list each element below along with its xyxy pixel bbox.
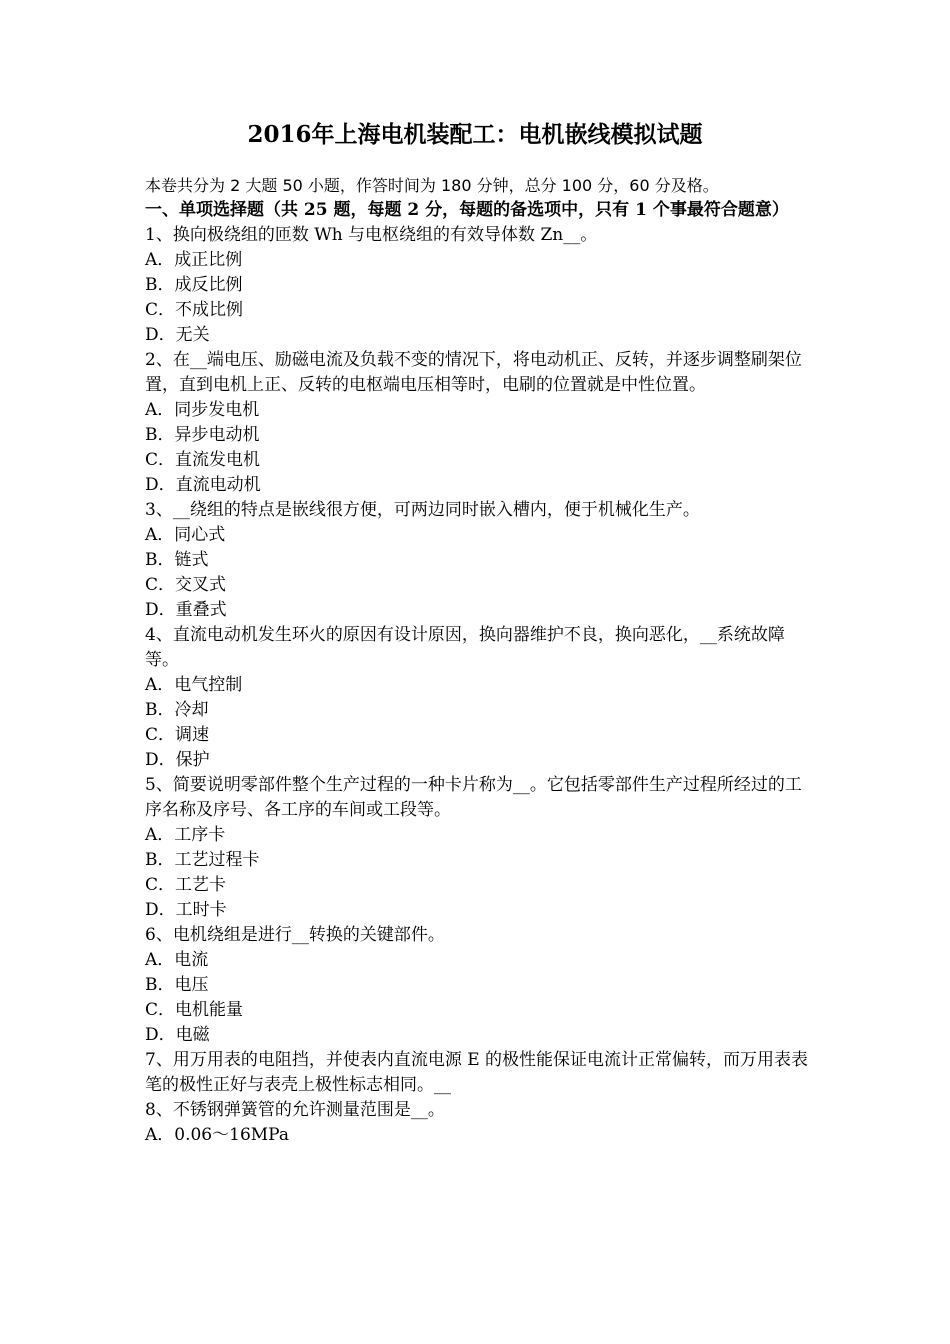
option-b: B．冷却: [145, 700, 209, 720]
option-c: C．调速: [145, 725, 210, 745]
question-text: 2、在__端电压、励磁电流及负载不变的情况下，将电动机正、反转，并逐步调整刷架位置，直到电机上正、反转的电枢端电压相等时，电刷的位置就是中性位置。: [145, 350, 802, 395]
option-d: D．工时卡: [145, 900, 227, 920]
question-text: 3、__绕组的特点是嵌线很方便，可两边同时嵌入槽内，便于机械化生产。: [145, 500, 700, 520]
option-d: D．电磁: [145, 1025, 210, 1045]
question-text: 7、用万用表的电阻挡，并使表内直流电源 E 的极性能保证电流计正常偏转，而万用表表笔的极性正好与表壳上极性标志相同。__: [145, 1050, 809, 1095]
exam-intro: 本卷共分为 2 大题 50 小题，作答时间为 180 分钟，总分 100 分，60 分及格。: [145, 176, 719, 195]
question-text: 5、简要说明零部件整个生产过程的一种卡片称为__。它包括零部件生产过程所经过的工序名称及序号、各工序的车间或工段等。: [145, 775, 802, 820]
option-b: B．链式: [145, 550, 209, 570]
question-text: 6、电机绕组是进行__转换的关键部件。: [145, 925, 445, 945]
option-d: D．无关: [145, 325, 210, 345]
document-body: [145, 173, 815, 1148]
question-5: [145, 773, 815, 923]
option-a: A．同步发电机: [145, 400, 260, 420]
option-d: D．保护: [145, 750, 210, 770]
question-text: 4、直流电动机发生环火的原因有设计原因，换向器维护不良，换向恶化，__系统故障等。: [145, 625, 785, 670]
option-c: C．直流发电机: [145, 450, 261, 470]
option-d: D．直流电动机: [145, 475, 261, 495]
option-c: C．工艺卡: [145, 875, 227, 895]
option-a: A．工序卡: [145, 825, 226, 845]
option-a: A．成正比例: [145, 250, 243, 270]
option-b: B．工艺过程卡: [145, 850, 260, 870]
question-6: [145, 923, 815, 1048]
option-b: B．异步电动机: [145, 425, 260, 445]
question-4: [145, 623, 815, 773]
option-d: D．重叠式: [145, 600, 227, 620]
option-a: A．0.06～16MPa: [145, 1125, 289, 1145]
question-7: [145, 1048, 815, 1098]
option-a: A．电流: [145, 950, 209, 970]
option-c: C．不成比例: [145, 300, 244, 320]
question-1: [145, 223, 815, 348]
option-a: A．同心式: [145, 525, 226, 545]
document-title: 2016年上海电机装配工：电机嵌线模拟试题: [247, 121, 703, 148]
option-c: C．交叉式: [145, 575, 227, 595]
question-text: 1、换向极绕组的匝数 Wh 与电枢绕组的有效导体数 Zn__。: [145, 225, 598, 245]
section-heading: 一、单项选择题（共 25 题，每题 2 分，每题的备选项中，只有 1 个事最符合题意）: [145, 200, 789, 220]
question-3: [145, 498, 815, 623]
question-8: [145, 1098, 815, 1148]
option-c: C．电机能量: [145, 1000, 244, 1020]
question-2: [145, 348, 815, 498]
option-b: B．电压: [145, 975, 209, 995]
option-a: A．电气控制: [145, 675, 243, 695]
question-text: 8、不锈钢弹簧管的允许测量范围是__。: [145, 1100, 445, 1120]
option-b: B．成反比例: [145, 275, 243, 295]
